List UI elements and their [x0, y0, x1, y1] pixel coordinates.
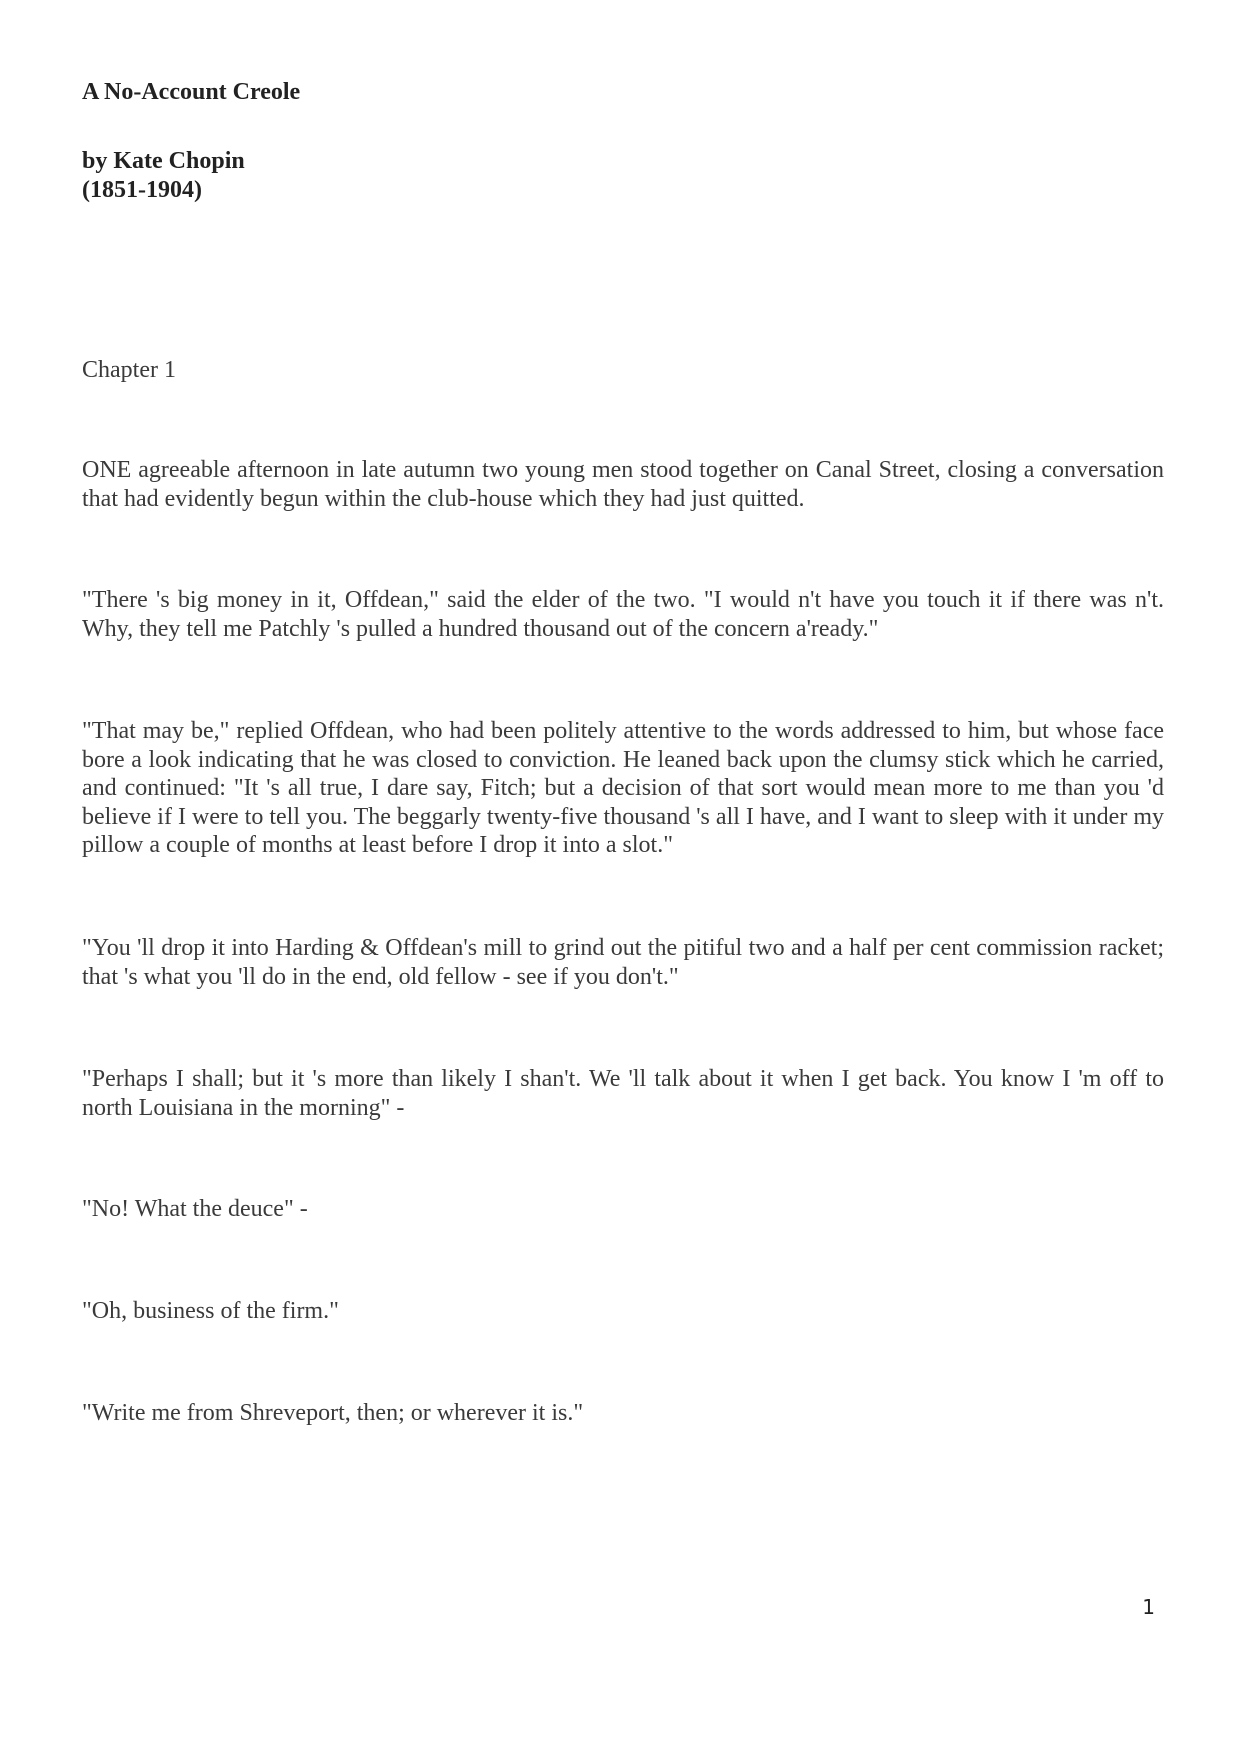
paragraph: ONE agreeable afternoon in late autumn two young men stood together on Canal Street, closing a conversation that had evidently begun within the club-house which they had just quitted.	[82, 457, 1164, 512]
paragraph: "That may be," replied Offdean, who had been politely attentive to the words addressed to him, but whose face bore a look indicating that he was closed to conviction. He leaned back upon the clumsy stick which he carried, and continued: "It 's all true, I dare say, Fitch; but a decision of that sort would mean more to me than you 'd believe if I were to tell you. The beggarly twenty-five thousand 's all I have, and I want to sleep with it under my pillow a couple of months at least before I drop it into a slot."	[82, 718, 1164, 858]
paragraph: "No! What the deuce" -	[82, 1196, 308, 1222]
author-dates: (1851-1904)	[82, 177, 202, 203]
document-title: A No-Account Creole	[82, 79, 301, 105]
page-number: 1	[1142, 1595, 1155, 1619]
paragraph: "Oh, business of the firm."	[82, 1298, 339, 1324]
paragraph: "There 's big money in it, Offdean," said the elder of the two. "I would n't have you touch it if there was n't. Why, they tell me Patchly 's pulled a hundred thousand out of the concern a'ready."	[82, 587, 1164, 642]
chapter-heading: Chapter 1	[82, 357, 176, 383]
author-name: by Kate Chopin	[82, 148, 245, 174]
byline	[82, 147, 245, 205]
paragraph: "You 'll drop it into Harding & Offdean's mill to grind out the pitiful two and a half per cent commission racket; that 's what you 'll do in the end, old fellow - see if you don't."	[82, 935, 1164, 990]
paragraph: "Perhaps I shall; but it 's more than likely I shan't. We 'll talk about it when I get back. You know I 'm off to north Louisiana in the morning" -	[82, 1066, 1164, 1121]
paragraph: "Write me from Shreveport, then; or wherever it is."	[82, 1400, 584, 1426]
